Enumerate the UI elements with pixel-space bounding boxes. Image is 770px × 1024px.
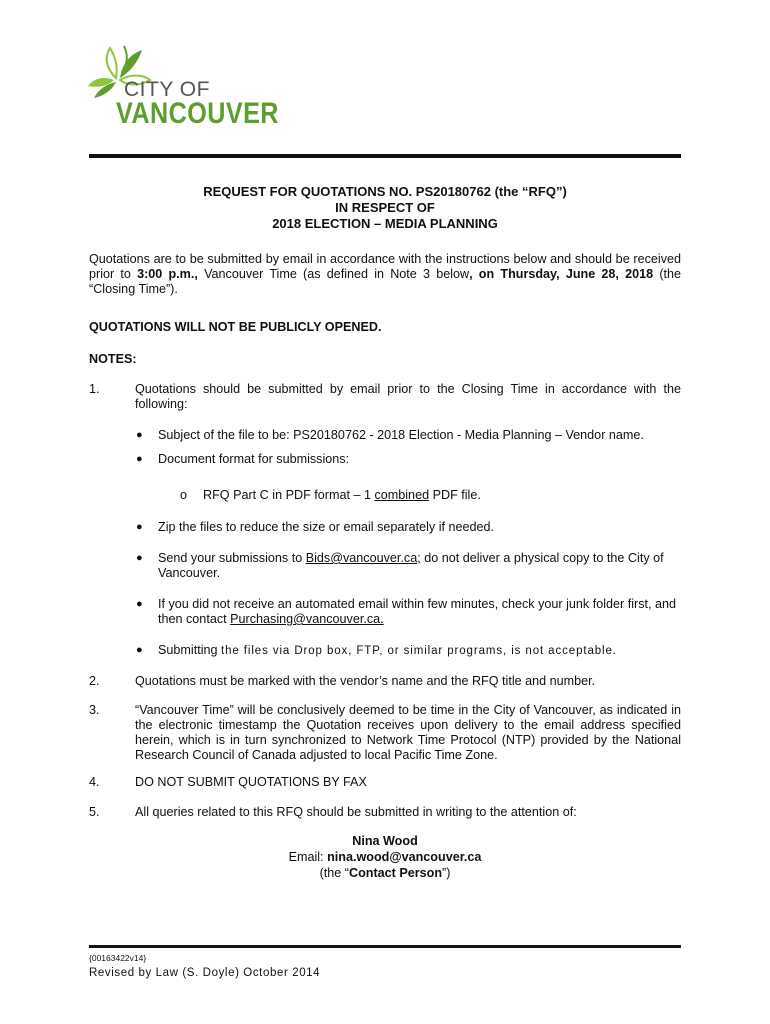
closing-date-value: , on Thursday, June 28, 2018 [469, 267, 654, 281]
sub-bullet-item [203, 488, 481, 503]
bullet-item: Document format for submissions: [158, 452, 350, 466]
bullet-text-end: do not deliver a physical copy to the City of Vancouver. [158, 551, 664, 580]
rfq-title-line3: 2018 ELECTION – MEDIA PLANNING [272, 216, 498, 231]
bullet-text: If you did not receive an automated email within few minutes, check your junk folder first, and then contact [158, 597, 677, 626]
intro-text-1: Quotations are to be submitted by email in accordance with the instructions below and should be received prior to [89, 252, 681, 281]
note-number: 3. [89, 703, 100, 717]
note-text: All queries related to this RFQ should be submitted in writing to the attention of: [135, 805, 577, 819]
notes-heading: NOTES: [89, 352, 137, 366]
closing-time-value: 3:00 p.m., [137, 267, 198, 281]
document-code: {00163422v14} [89, 953, 147, 963]
note-number: 4. [89, 775, 100, 789]
revision-note: Revised by Law (S. Doyle) October 2014 [89, 967, 321, 979]
rfq-title-line2: IN RESPECT OF [335, 200, 435, 215]
sub-bullet-underlined: combined [374, 488, 430, 502]
note-number: 5. [89, 805, 100, 819]
purchasing-email-link[interactable]: Purchasing@vancouver.ca. [230, 612, 384, 626]
note-text: DO NOT SUBMIT QUOTATIONS BY FAX [135, 775, 367, 789]
bullet-icon: ● [136, 644, 143, 656]
contact-email-line [89, 850, 681, 865]
footer-rule [89, 945, 681, 948]
bullet-item [158, 551, 681, 581]
rfq-title-line1: REQUEST FOR QUOTATIONS NO. PS20180762 (the “RFQ”) [203, 184, 567, 199]
contact-role: Contact Person [348, 866, 443, 880]
bullet-icon: ● [136, 429, 143, 441]
city-of-vancouver-logo [86, 40, 286, 140]
contact-role-line [89, 866, 681, 881]
intro-text-3: (the “Closing Time”). [89, 267, 682, 296]
bids-email-link[interactable]: Bids@vancouver.ca; [305, 551, 421, 565]
note-number: 1. [89, 382, 100, 396]
bullet-text: Submitting [158, 643, 221, 657]
bullet-item: Zip the files to reduce the size or email separately if needed. [158, 520, 495, 534]
bullet-item [158, 597, 681, 627]
not-opened-notice: QUOTATIONS WILL NOT BE PUBLICLY OPENED. [89, 320, 382, 334]
intro-paragraph [89, 252, 681, 297]
logo-city-of-text: CITY OF [124, 78, 210, 101]
intro-text-2: Vancouver Time (as defined in Note 3 below [197, 267, 470, 281]
sub-bullet-text-end: PDF file. [429, 488, 481, 502]
bullet-text: Send your submissions to [158, 551, 306, 565]
bullet-icon: ● [136, 598, 143, 610]
bullet-icon: ● [136, 552, 143, 564]
note-text: Quotations must be marked with the vendor’s name and the RFQ title and number. [135, 674, 596, 688]
note-text: “Vancouver Time” will be conclusively deemed to be time in the City of Vancouver, as indicated in the electronic timestamp the Quotation receives upon delivery to the email address specified herein, which is in turn synchronized to Network Time Protocol (NTP) provided by the National Research Council of Canada adjusted to local Pacific Time Zone. [135, 703, 681, 762]
logo-vancouver-text: VANCOUVER [116, 97, 279, 130]
circle-bullet-icon: o [180, 488, 188, 502]
sub-bullet-text: RFQ Part C in PDF format – 1 [203, 488, 375, 502]
bullet-icon: ● [136, 521, 143, 533]
contact-role-open: (the “ [319, 866, 349, 880]
contact-role-close: ”) [442, 866, 451, 880]
header-rule [89, 154, 681, 158]
note-number: 2. [89, 674, 100, 688]
bullet-icon: ● [136, 453, 143, 465]
bullet-text-spaced: the files via Drop box, FTP, or similar programs, is not acceptable. [221, 645, 617, 657]
bullet-item: Subject of the file to be: PS20180762 - 2018 Election - Media Planning – Vendor name. [158, 428, 644, 442]
contact-email-label: Email: [288, 850, 328, 864]
bullet-item [158, 643, 681, 659]
note-text: Quotations should be submitted by email prior to the Closing Time in accordance with the following: [135, 382, 681, 411]
contact-email[interactable]: nina.wood@vancouver.ca [327, 850, 482, 864]
contact-name: Nina Wood [352, 834, 418, 848]
